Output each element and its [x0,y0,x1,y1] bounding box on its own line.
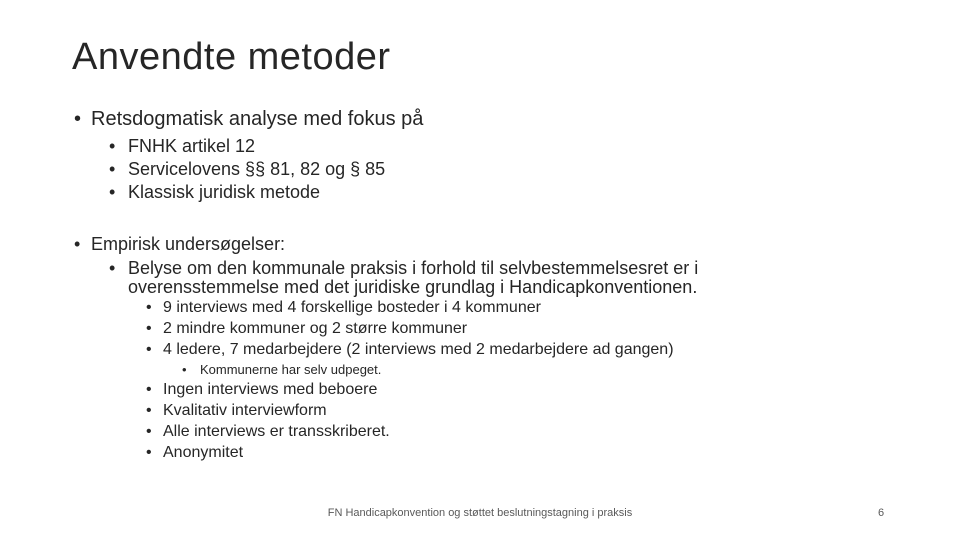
section1-item: Klassisk juridisk metode [128,182,321,202]
bullet-icon: • [146,341,152,358]
bullet-icon: • [74,234,81,254]
bullet-icon: • [146,423,152,440]
section1-item: FNHK artikel 12 [128,136,256,156]
section1-item: Servicelovens §§ 81, 82 og § 85 [128,159,386,179]
bullet-icon: • [109,182,116,202]
section2-subline: overensstemmelse med det juridiske grundlag i Handicapkonventionen. [128,277,698,297]
bullet-icon: • [146,299,152,316]
bullet-icon: • [74,108,82,130]
detail-item: Kvalitativ interviewform [163,402,327,419]
bullet-icon: • [146,381,152,398]
bullet-icon: • [109,136,116,156]
detail-item: 4 ledere, 7 medarbejdere (2 interviews med 2 medarbejdere ad gangen) [163,341,674,358]
section1-heading: Retsdogmatisk analyse med fokus på [91,108,424,130]
detail-item: Ingen interviews med beboere [163,381,378,398]
page-number: 6 [878,507,885,519]
detail-item: Anonymitet [163,444,244,461]
section2-subline: Belyse om den kommunale praksis i forhold til selvbestemmelsesret er i [128,258,699,278]
note-item: Kommunerne har selv udpeget. [200,362,382,377]
bullet-icon: • [146,402,152,419]
bullet-icon: • [146,444,152,461]
section2-heading: Empirisk undersøgelser: [91,234,286,254]
slide-footer: FN Handicapkonvention og støttet beslutningstagning i praksis [327,507,633,519]
detail-item: 2 mindre kommuner og 2 større kommuner [163,320,468,337]
slide-title: Anvendte metoder [72,36,391,78]
bullet-icon: • [109,258,116,278]
bullet-icon: • [109,159,116,179]
bullet-icon: • [146,320,152,337]
bullet-icon: • [182,362,187,377]
detail-item: Alle interviews er transskriberet. [163,423,390,440]
detail-item: 9 interviews med 4 forskellige bosteder i 4 kommuner [163,299,541,316]
